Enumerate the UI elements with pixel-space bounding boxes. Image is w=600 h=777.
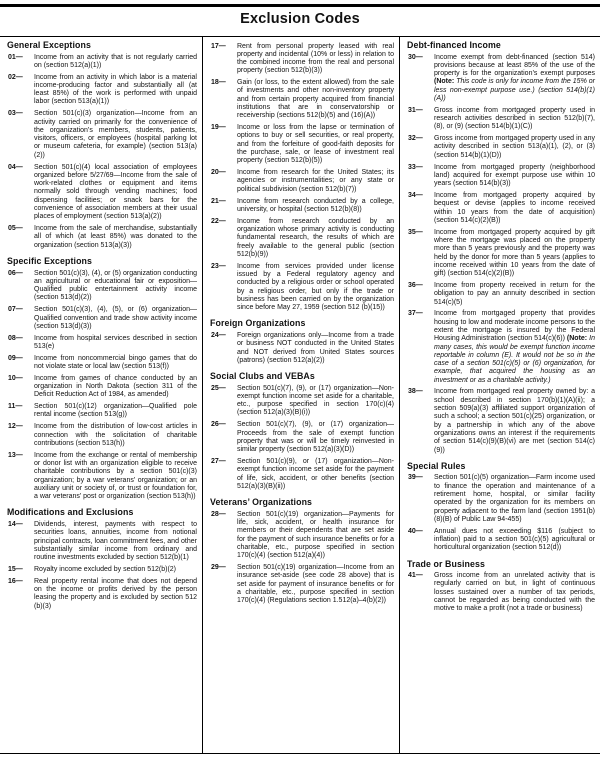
code-text: Income from research for the United States; its agencies or instrumentalities; or any state or political subdivision (section 512(b)(7)) [237,169,394,193]
column-1 [0,37,203,753]
code-number: 41— [408,572,423,580]
exclusion-code-item [7,423,197,448]
exclusion-code-item [407,310,595,385]
section-heading: Modifications and Exclusions [7,507,134,518]
column-3 [400,37,600,753]
code-number: 27— [211,457,226,465]
code-text: Gain (or loss, to the extent allowed) from the sale of investments and other non-inventory property and from certain property acquired from financial institutions that are in conservatorship or receivership (sections 512(b)(5) and (16)(A)) [237,79,394,120]
code-text: Income from games of chance conducted by an organization in North Dakota (section 311 of the Deficit Reduction Act of 1984, as amended) [34,374,197,399]
exclusion-code-item [7,452,197,502]
code-number: 14— [8,520,23,528]
code-text: Section 501(c)(7), (9), or (17) organization—Proceeds from the sale of exempt function property that was or will be timely reinvested in similar property (section 512(a)(3)(D)) [237,421,394,454]
section-heading: Foreign Organizations [210,318,306,329]
exclusion-code-item [210,198,394,215]
code-number: 25— [211,384,226,392]
code-number: 32— [408,135,423,143]
exclusion-code-item [407,54,595,104]
exclusion-code-item [210,458,394,491]
code-text: Income from the distribution of low-cost articles in connection with the solicitation of charitable contributions (section 513(h)) [34,423,197,447]
code-number: 09— [8,354,23,362]
code-text: Section 501(c)(7), (9), or (17) organization—Non-exempt function income set aside for a charitable, etc., purpose specified in section 170(c)(4) (section 512(a)(3)(B)(i)) [237,384,394,417]
exclusion-code-item [407,135,595,160]
exclusion-code-item [210,169,394,194]
section-heading: Social Clubs and VEBAs [210,371,315,382]
exclusion-code-item [407,192,595,225]
exclusion-code-item [7,74,197,107]
code-text: Income from research conducted by an organization whose primary activity is conducting fundamental research, the results of which are freely available to the general public (section 512(b)(9)) [237,217,394,258]
code-text: Income from noncommercial bingo games that do not violate state or local law (section 513(f)) [34,354,197,370]
code-text: Gross income from mortgaged property used in any activity described in section 513(a)(1), (2), or (3) (section 514(b)(1)(D)) [434,135,595,159]
code-text: Section 501(c)(19) organization—Income from an insurance set-aside (see code 28 above) that is set aside for payment of insurance benefits or for a charitable, etc., purpose specified in section 170(c)(4) (Regulations section 1.512(a)–4(b)(2)) [237,563,394,605]
code-text: Income from mortgaged property (neighborhood land) acquired for exempt purpose use within 10 years (section 514(b)(3)) [434,163,595,188]
exclusion-code-item [7,110,197,160]
exclusion-code-item [210,564,394,605]
code-text: Income or loss from the lapse or termination of options to buy or sell securities, or real property, and from the forfeiture of good-faith deposits for the purchase, sale, or lease of investment real property (section 512(b)(5)) [237,124,394,165]
exclusion-code-item [407,474,595,524]
code-text: Dividends, interest, payments with respect to securities loans, annuities, income from notional principal contracts, loan commitment fees, and other substantially similar income from ordinary and routine investments excluded by section 512(b)(1) [34,520,197,562]
exclusion-code-item [407,572,595,613]
exclusion-code-item [7,225,197,250]
exclusion-code-item [210,43,394,76]
code-text: Income from an activity in which labor is a material income-producing factor and substantially all (at least 85%) of the work is performed with unpaid labor (section 513(a)(1)) [34,73,197,106]
code-number: 08— [8,334,23,342]
code-number: 34— [408,191,423,199]
section-heading: Debt-financed Income [407,40,501,50]
exclusion-codes-columns [0,37,600,753]
code-number: 10— [8,374,23,382]
code-text: Income from mortgaged property acquired by bequest or devise (applies to income received within 10 years from the date of acquisition) (section 514(c)(2)(B)) [434,191,595,224]
exclusion-code-item [407,107,595,132]
code-text: Section 501(c)(12) organization—Qualified pole rental income (section 513(g)) [34,403,197,419]
code-number: 18— [211,79,226,87]
code-text: Section 501(c)(9), or (17) organization—Non-exempt function income set aside for the payment of life, sick, accident, or other benefits (section 512(a)(3)(B)(ii)) [237,457,394,490]
code-number: 21— [211,197,226,205]
code-number: 37— [408,310,423,318]
exclusion-code-item [210,263,394,313]
code-number: 15— [8,565,23,573]
code-number: 40— [408,527,423,535]
code-number: 23— [211,262,226,270]
code-number: 24— [211,331,226,339]
top-rule [0,4,600,7]
code-number: 20— [211,169,226,177]
exclusion-code-item [210,511,394,561]
section-heading: General Exceptions [7,40,91,50]
code-number: 38— [408,388,423,396]
exclusion-code-item [407,164,595,189]
exclusion-code-item [210,79,394,120]
code-number: 33— [408,163,423,171]
code-text: Income from hospital services described in section 513(e) [34,334,197,350]
code-number: 13— [8,451,23,459]
code-text: Annual dues not exceeding $116 (subject to inflation) paid to a section 501(c)(5) agricultural or horticultural organization (section 512(d)) [434,527,595,552]
exclusion-code-item [7,306,197,331]
code-number: 16— [8,577,23,585]
section-heading: Veterans’ Organizations [210,497,313,508]
code-text: Rent from personal property leased with real property and incidental (10% or less) in relation to the combined income from the real and personal property (section 512(b)(3)) [237,42,394,75]
code-number: 17— [211,42,226,50]
code-number: 07— [8,306,23,314]
exclusion-code-item [210,218,394,259]
code-number: 11— [8,403,23,411]
code-text: Section 501(c)(3), (4), or (5) organization conducting an agricultural or educational fair or exposition—Qualified public entertainment activity income (section 513(d)(2)) [34,269,197,302]
exclusion-code-item [407,229,595,279]
exclusion-code-item [7,164,197,222]
code-number: 28— [211,510,226,518]
section-heading: Trade or Business [407,558,485,569]
page-title: Exclusion Codes [240,11,360,27]
section-heading: Special Rules [407,460,466,471]
code-text: Income from property received in return for the obligation to pay an annuity described in section 514(c)(5) [434,281,595,306]
exclusion-code-item [7,375,197,400]
exclusion-code-item [7,335,197,352]
code-text: Income exempt from debt-financed (section 514) provisions because at least 85% of the use of the property is for the organization’s exempt purposes (Note: This code is only for income from the 15% or less non-exempt purpose use.) (section 514(b)(1)(A)) [434,53,595,102]
bottom-rule [0,753,600,754]
code-text: Income from services provided under license issued by a Federal regulatory agency and conducted by a religious order or school operated by a religious order, but only if the trade or business has been carried on by the organization since before May 27, 1959 (section 512 (b)(15)) [237,262,394,312]
code-number: 19— [211,124,226,132]
exclusion-code-item [210,421,394,454]
exclusion-code-item [7,270,197,303]
exclusion-code-item [7,403,197,420]
code-text: Income from the sale of merchandise, substantially all of which (at least 85%) was donated to the organization (section 513(a)(3)) [34,225,197,249]
code-text: Section 501(c)(3), (4), (5), or (6) organization—Qualified convention and trade show activity income (section 513(d)(3)) [34,306,197,330]
code-number: 02— [8,73,23,81]
code-text: Real property rental income that does not depend on the income or profits derived by the person leasing the property and is excluded by section 512 (b)(3) [34,577,197,610]
code-text: Royalty income excluded by section 512(b)(2) [34,565,177,573]
exclusion-code-item [210,385,394,418]
code-text: Income from an activity that is not regularly carried on (section 512(a)(1)) [34,53,197,69]
exclusion-code-item [7,54,197,71]
code-number: 30— [408,53,423,61]
exclusion-code-item [407,282,595,307]
column-2 [203,37,400,753]
code-text: Gross income from mortgaged property used in research activities described in section 512(b)(7), (8), or (9) (section 514(b)(1)(C)) [434,106,595,131]
code-number: 36— [408,281,423,289]
code-text: Income from the exchange or rental of membership or donor list with an organization eligible to receive charitable contributions by a section 501(c)(3) organization; by a war veterans’ organization; or an auxiliary unit or society of, or trust or foundation for, a war veterans’ post or organization (section 513(h)) [34,451,197,501]
code-text: Income from mortgaged property acquired by gift where the mortgage was placed on the property more than 5 years previously and the property was held by the donor for more than 5 years (applies to income received within 10 years from the date of gift) (section 514(c)(2)(B)) [434,228,595,278]
code-number: 06— [8,269,23,277]
section-heading: Specific Exceptions [7,256,93,267]
code-text: Foreign organizations only—Income from a trade or business NOT conducted in the United States and NOT derived from United States sources (patrons) (section 512(a)(2)) [237,331,394,364]
code-number: 04— [8,163,23,171]
code-text: Gross income from an unrelated activity that is regularly carried on but, in light of continuous losses sustained over a number of tax periods, cannot be regarded as being conducted with the motive to make a profit (not a trade or business) [434,572,595,613]
code-number: 03— [8,110,23,118]
exclusion-code-item [210,124,394,165]
exclusion-code-item [7,521,197,562]
code-text: Income from research conducted by a college, university, or hospital (section 512(b)(8)) [237,197,394,213]
exclusion-code-item [407,388,595,454]
code-text: Income from mortgaged real property owned by: a school described in section 170(b)(1)(A)(ii); a section 509(a)(3) affiliated support organization of such a school; a section 501(c)(25) organization, or by a partnership in which any of the above organizations owns an interest if the requirements of section 514(c)(9)(B)(vi) are met (section 514(c)(9)) [434,388,595,454]
exclusion-code-item [210,332,394,365]
code-number: 39— [408,474,423,482]
code-text: Section 501(c)(5) organization—Farm income used to finance the operation and maintenance of a retirement home, hospital, or similar facility operated by the organization for its members on property adjacent to the farm land (section 1951(b)(8)(B) of Public Law 94-455) [434,474,595,523]
exclusion-code-item [407,528,595,553]
code-text: Section 501(c)(3) organization—Income from an activity carried on primarily for the convenience of the organization’s members, students, patients, visitors, officers, or employees (hospital parking lot or museum cafeteria, for example) (section 513(a)(2)) [34,110,197,159]
code-text: Section 501(c)(4) local association of employees organized before 5/27/69—Income from the sale of work-related clothes or equipment and items normally sold through vending machines; food dispensing facilities; or snack bars for the convenience of association members at their usual places of employment (section 513(a)(2)) [34,163,197,221]
code-number: 26— [211,421,226,429]
code-number: 12— [8,423,23,431]
code-number: 05— [8,225,23,233]
exclusion-code-item [7,578,197,611]
code-text: Section 501(c)(19) organization—Payments for life, sick, accident, or health insurance for members or their dependents that are set aside for the payment of such insurance benefits or for a charitable, etc., purpose specified in section 170(c)(4) (section 512(a)(4)) [237,510,394,560]
code-number: 01— [8,53,23,61]
code-number: 31— [408,106,423,114]
exclusion-code-item [7,566,197,574]
code-number: 35— [408,228,423,236]
code-number: 29— [211,563,226,571]
exclusion-code-item [7,355,197,372]
code-text: Income from mortgaged property that provides housing to low and moderate income persons to the extent the mortgage is insured by the Federal Housing Administration (section 514(c)(6)) (Note: In many cases, this would be exempt function income reportable in column (E). It would not be so in the case of a section 501(c)(5) or (6) organization, for example, that acquired the housing as an investment or as a charitable activity.) [434,310,595,384]
code-number: 22— [211,217,226,225]
